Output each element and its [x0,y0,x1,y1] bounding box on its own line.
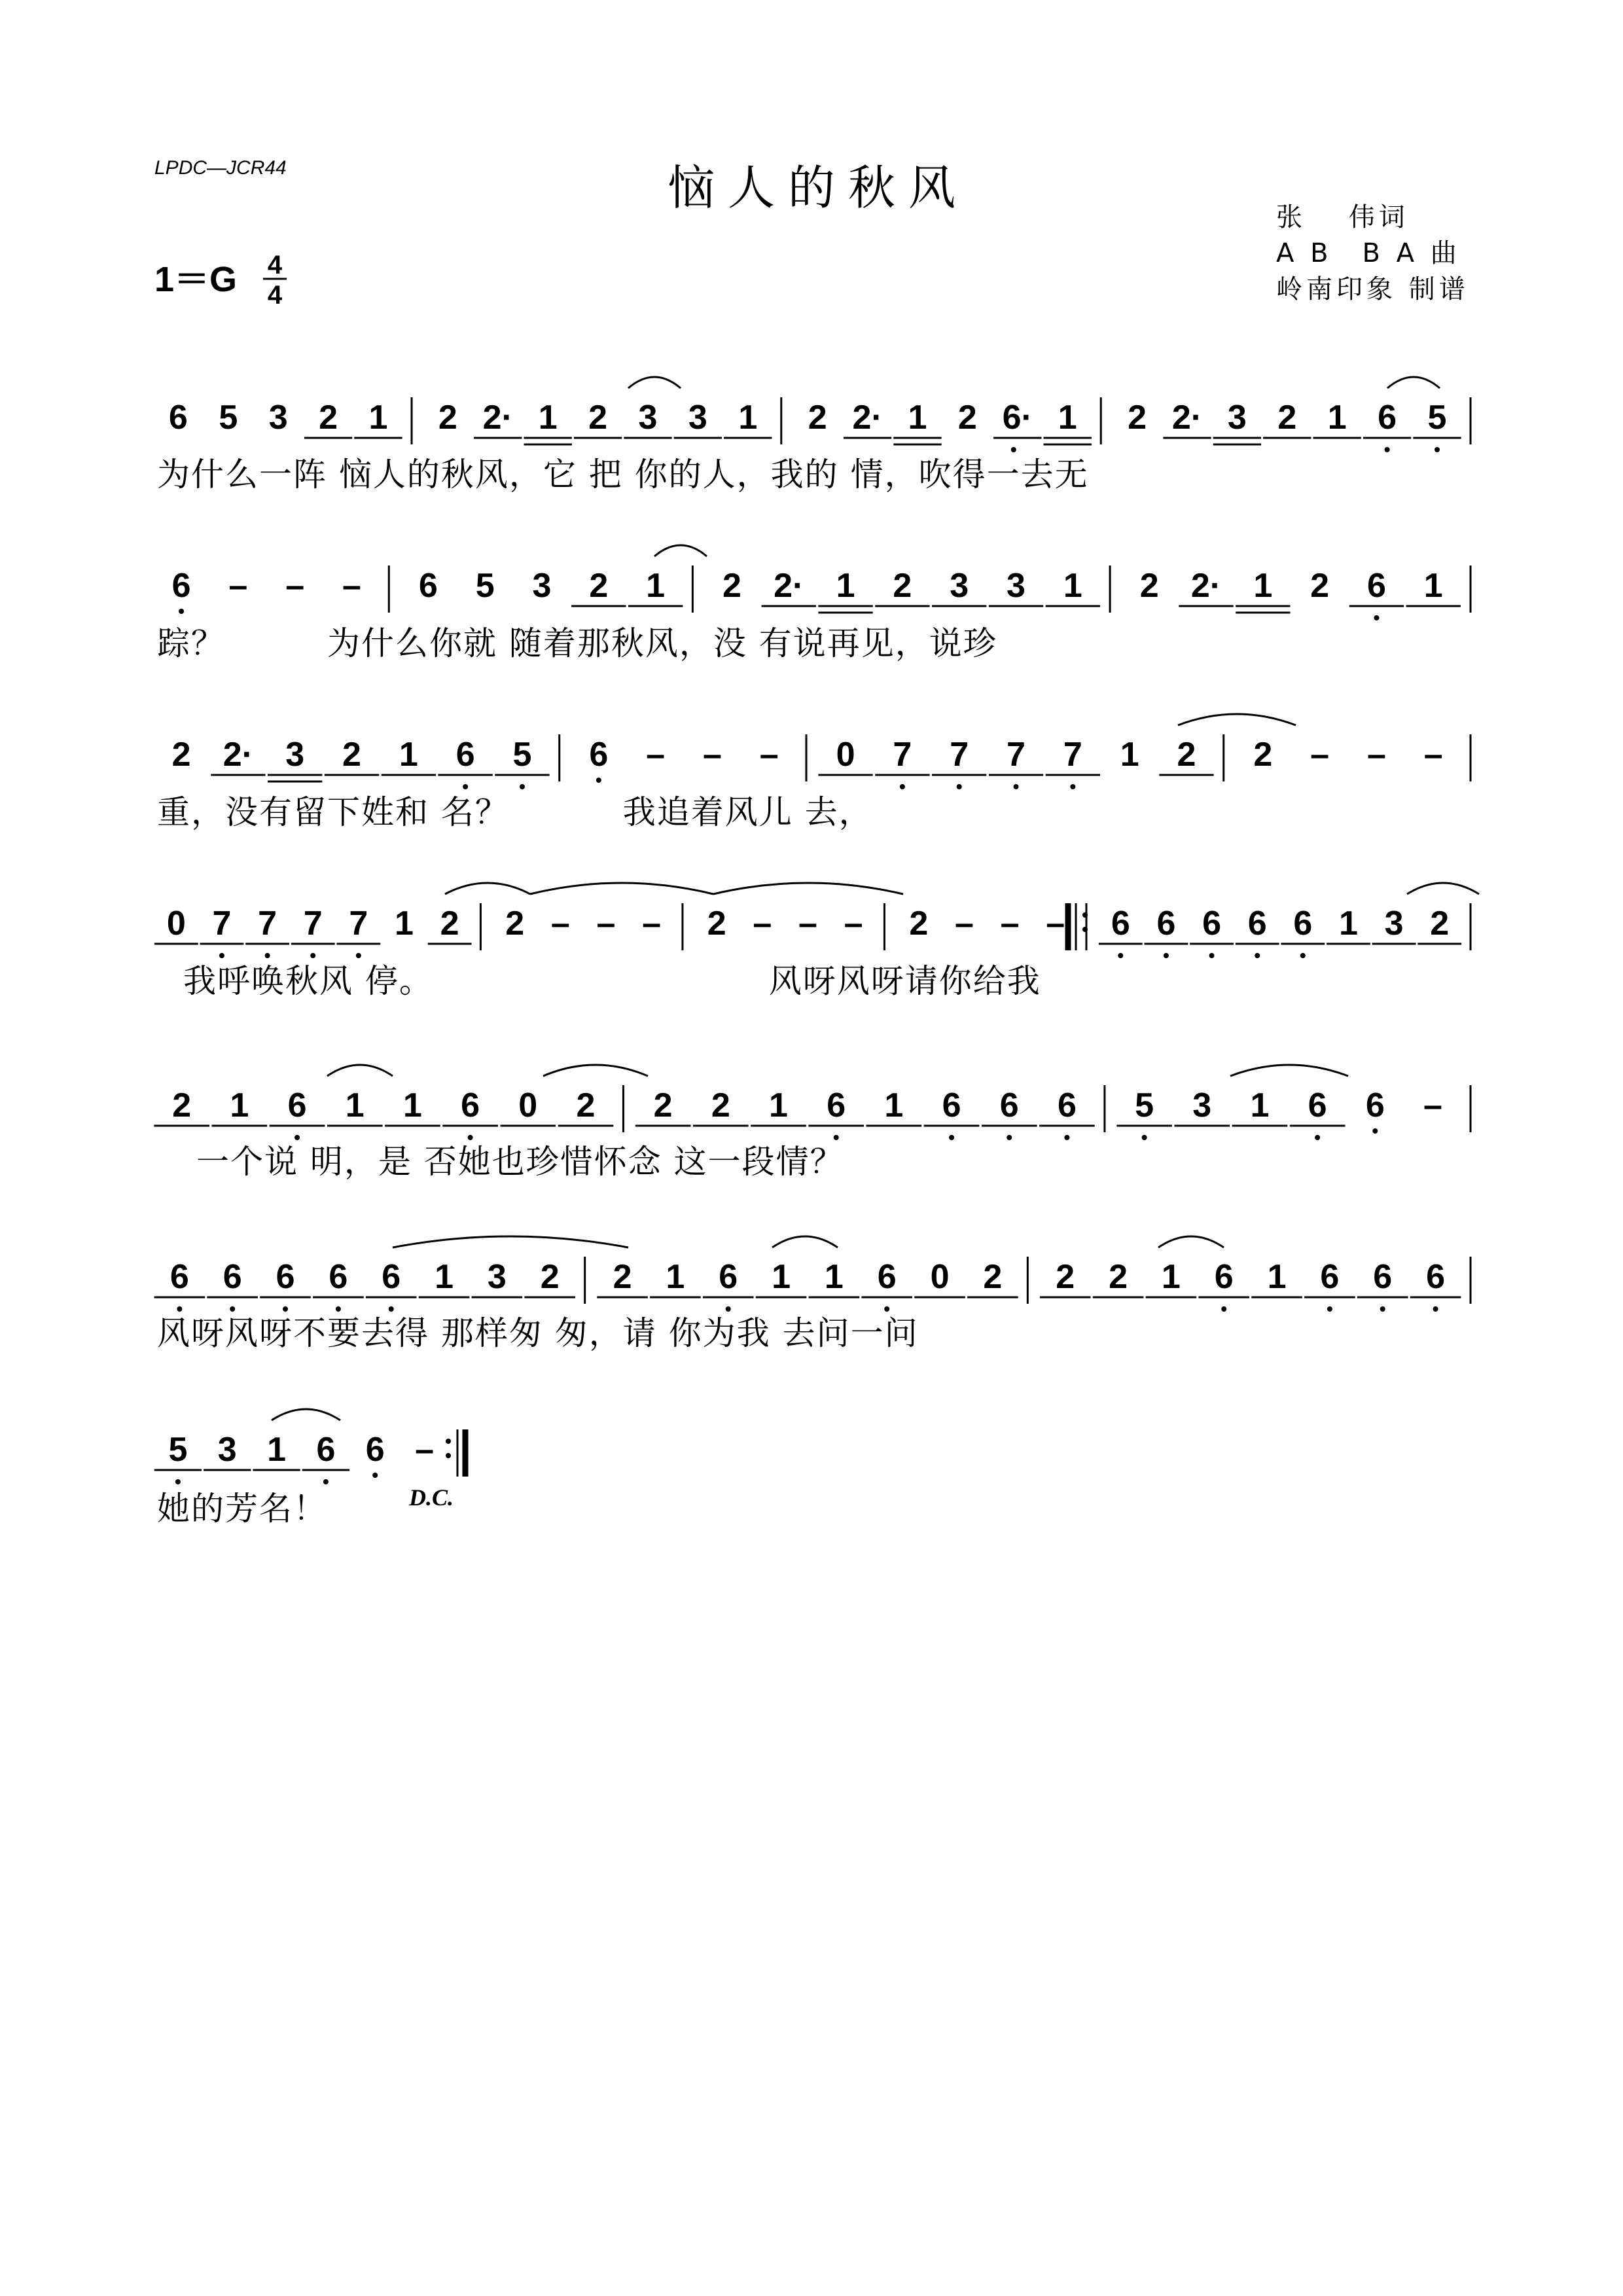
note-1: 1 [738,399,758,437]
lower-octave-dot [1385,447,1390,452]
lower-octave-dot [1372,1128,1378,1134]
lower-octave-dot [179,609,184,614]
note-1: 1 [824,1258,844,1296]
tie-slur [1387,377,1440,388]
tie-slur [272,1409,340,1420]
dash-sustain: – [1423,1086,1442,1124]
note-6: 6 [1373,1258,1393,1296]
note-2: 2 [319,399,338,437]
dash-sustain: – [415,1431,435,1469]
lower-octave-dot [884,1306,889,1312]
note-6: 6 [877,1258,897,1296]
note-1: 1 [368,399,388,437]
lower-octave-dot [1007,1135,1012,1140]
note-2: 2 [505,905,525,942]
note-6: 6 [589,736,609,774]
note-2: 2 [1177,736,1196,774]
lower-octave-dot [949,1135,954,1140]
dash-sustain: – [844,905,863,942]
note-6: 6 [1378,399,1397,437]
note-1: 1 [1338,905,1358,942]
lower-octave-dot [1064,1135,1069,1140]
lower-octave-dot [1433,1306,1438,1312]
lower-octave-dot [1221,1306,1226,1312]
lyric-line-6: 风呀风呀不要去得 那样匆 匆，请 你为我 去问一问 [157,1314,919,1352]
lyric-line-7: 她的芳名！ [157,1490,327,1528]
note-1: 1 [772,1258,791,1296]
note-6: 6 [1426,1258,1446,1296]
lower-octave-dot [1374,615,1379,620]
note-2: 2 [576,1086,596,1124]
note-5: 5 [1135,1086,1154,1124]
dash-sustain: – [1310,736,1330,774]
note-1: 1 [1058,399,1077,437]
note-1: 1 [435,1258,454,1296]
tie-slur [327,1065,393,1076]
note-7: 7 [349,905,368,942]
dash-sustain: – [642,905,662,942]
score-code: LPDC—JCR44 [154,157,287,179]
note-3: 3 [532,567,552,605]
lower-octave-dot [175,1479,181,1484]
lyric-line-1: 为什么一阵 恼人的秋风，它 把 你的人，我的 情，吹得一去无 [157,456,1089,493]
note-6: 6 [418,567,438,605]
note-1: 1 [1253,567,1273,605]
dash-sustain: – [228,567,248,605]
note-6: 6 [461,1086,480,1124]
note-1: 1 [666,1258,685,1296]
note-2: 2 [1056,1258,1075,1296]
note-2-dotted: 2· [852,399,883,437]
tie-slur [713,883,903,894]
note-3: 3 [1227,399,1247,437]
note-1: 1 [646,567,666,605]
note-0: 0 [518,1086,538,1124]
lower-octave-dot [957,784,962,789]
lower-octave-dot [1011,447,1016,452]
note-1: 1 [399,736,418,774]
dash-sustain: – [759,736,779,774]
lyric-line-3: 重，没有留下姓和 名？ 我追着风儿 去， [157,793,873,831]
note-6-dotted: 6· [1002,399,1033,437]
dash-sustain: – [798,905,817,942]
note-2-dotted: 2· [482,399,513,437]
lower-octave-dot [520,784,525,789]
lyric-line-2: 踪？ 为什么你就 随着那秋风，没 有说再见，说珍 [157,624,997,662]
note-3: 3 [217,1431,237,1469]
tie-slur [628,377,681,388]
dash-sustain: – [1366,736,1386,774]
note-1: 1 [908,399,927,437]
lower-octave-dot [336,1306,341,1312]
note-6: 6 [455,736,475,774]
lower-octave-dot [463,784,468,789]
dash-sustain: – [1000,905,1020,942]
lower-octave-dot [283,1306,288,1312]
note-2-dotted: 2· [1190,567,1222,605]
note-1: 1 [402,1086,422,1124]
lower-octave-dot [900,784,905,789]
arranger-credit: 岭南印象 制谱 [1276,274,1469,304]
dash-sustain: – [954,905,974,942]
note-6: 6 [365,1431,385,1469]
tie-slur [1178,714,1296,725]
dash-sustain: – [646,736,666,774]
note-2: 2 [909,905,929,942]
note-7: 7 [1007,736,1026,774]
lower-octave-dot [356,953,361,958]
repeat-dot [446,1439,451,1444]
note-2: 2 [1109,1258,1128,1296]
lower-octave-dot [596,778,601,783]
note-1: 1 [538,399,558,437]
composer-credit: A B B A 曲 [1276,238,1461,268]
note-2-dotted: 2· [774,567,804,605]
note-1: 1 [1327,399,1347,437]
lower-octave-dot [1255,953,1260,958]
lower-octave-dot [323,1479,329,1484]
lower-octave-dot [1070,784,1075,789]
lower-octave-dot [310,953,315,958]
note-1: 1 [1267,1258,1287,1296]
note-1: 1 [1250,1086,1270,1124]
lyricist-credit: 张 伟词 [1276,202,1409,232]
note-7: 7 [1063,736,1082,774]
lower-octave-dot [372,1473,378,1478]
lower-octave-dot [177,1306,182,1312]
note-1: 1 [230,1086,249,1124]
note-1: 1 [1161,1258,1181,1296]
dash-sustain: – [285,567,305,605]
dc-mark: D.C. [409,1484,454,1511]
lyric-line-4: 我呼唤秋风 停。 风呀风呀请你给我 [183,962,1041,1000]
note-7: 7 [893,736,912,774]
tie-slur [530,883,713,894]
lower-octave-dot [294,1135,300,1140]
dash-sustain: – [1423,736,1443,774]
tie-slur [772,1236,838,1247]
dash-sustain: – [702,736,722,774]
note-5: 5 [1427,399,1447,437]
note-2-dotted: 2· [223,736,254,774]
note-6: 6 [1111,905,1130,942]
note-2: 2 [1253,736,1273,774]
note-6: 6 [1365,1086,1385,1124]
repeat-dot [446,1453,451,1458]
note-6: 6 [1247,905,1267,942]
key-signature: 1＝G [154,260,238,299]
note-6: 6 [287,1086,307,1124]
note-6: 6 [316,1431,336,1469]
note-2: 2 [1430,905,1450,942]
note-1: 1 [345,1086,365,1124]
note-6: 6 [382,1258,401,1296]
time-signature-bottom: 4 [267,281,283,310]
lower-octave-dot [1164,953,1169,958]
note-3: 3 [487,1258,507,1296]
note-7: 7 [212,905,232,942]
lower-octave-dot [1315,1135,1320,1140]
note-3: 3 [1384,905,1404,942]
note-1: 1 [267,1431,287,1469]
dash-sustain: – [753,905,772,942]
note-2: 2 [983,1258,1003,1296]
note-2-dotted: 2· [1171,399,1203,437]
note-6: 6 [1202,905,1222,942]
dash-sustain: – [596,905,616,942]
note-2: 2 [613,1258,632,1296]
note-6: 6 [999,1086,1019,1124]
note-2: 2 [1277,399,1297,437]
note-2: 2 [172,1086,192,1124]
tie-slur [654,545,707,556]
note-1: 1 [1120,736,1139,774]
dash-sustain: – [550,905,570,942]
note-2: 2 [711,1086,730,1124]
note-6: 6 [1308,1086,1327,1124]
note-6: 6 [223,1258,242,1296]
lyric-line-5: 一个说 明，是 否她也珍惜怀念 这一段情？ [196,1143,844,1181]
lower-octave-dot [1118,953,1123,958]
note-1: 1 [769,1086,788,1124]
note-6: 6 [827,1086,846,1124]
lower-octave-dot [468,1135,473,1140]
note-1: 1 [884,1086,904,1124]
note-7: 7 [950,736,969,774]
note-6: 6 [1366,567,1386,605]
lower-octave-dot [230,1306,235,1312]
note-2: 2 [1139,567,1159,605]
note-6: 6 [1156,905,1176,942]
lower-octave-dot [1435,447,1440,452]
note-6: 6 [719,1258,738,1296]
lower-octave-dot [265,953,270,958]
note-5: 5 [168,1431,188,1469]
dash-sustain: – [1046,905,1065,942]
note-2: 2 [171,736,191,774]
lower-octave-dot [219,953,224,958]
note-6: 6 [1320,1258,1340,1296]
note-6: 6 [171,567,191,605]
note-2: 2 [589,567,609,605]
tie-slur [1158,1236,1224,1247]
tie-slur [393,1236,628,1247]
note-3: 3 [285,736,305,774]
note-2: 2 [653,1086,673,1124]
note-3: 3 [638,399,658,437]
note-2: 2 [1310,567,1330,605]
lower-octave-dot [389,1306,394,1312]
note-2: 2 [1128,399,1147,437]
dash-sustain: – [342,567,361,605]
lower-octave-dot [1327,1306,1332,1312]
note-3: 3 [950,567,969,605]
lower-octave-dot [1209,953,1215,958]
note-3: 3 [1192,1086,1212,1124]
note-6: 6 [942,1086,961,1124]
note-6: 6 [1214,1258,1234,1296]
lower-octave-dot [726,1306,731,1312]
note-0: 0 [166,905,186,942]
note-2: 2 [893,567,912,605]
note-2: 2 [707,905,726,942]
note-0: 0 [836,736,855,774]
tie-slur [1230,1065,1348,1076]
note-1: 1 [1423,567,1443,605]
tie-slur [1407,883,1479,894]
note-1: 1 [395,905,414,942]
note-5: 5 [219,399,238,437]
note-1: 1 [1063,567,1082,605]
note-0: 0 [930,1258,950,1296]
repeat-dot [1082,912,1088,918]
note-6: 6 [329,1258,348,1296]
note-2: 2 [438,399,457,437]
note-2: 2 [440,905,459,942]
note-6: 6 [169,1258,189,1296]
repeat-dot [1082,927,1088,932]
note-2: 2 [342,736,361,774]
tie-slur [543,1065,648,1076]
note-2: 2 [722,567,741,605]
note-2: 2 [540,1258,560,1296]
lower-octave-dot [1300,953,1306,958]
song-title: 恼人的秋风 [667,160,969,215]
lower-octave-dot [1142,1135,1147,1140]
note-3: 3 [688,399,707,437]
note-2: 2 [588,399,608,437]
note-2: 2 [808,399,827,437]
note-2: 2 [957,399,977,437]
note-6: 6 [1057,1086,1077,1124]
lower-octave-dot [1380,1306,1385,1312]
note-6: 6 [1293,905,1313,942]
note-7: 7 [258,905,277,942]
note-5: 5 [475,567,495,605]
tie-slur [445,883,530,894]
note-6: 6 [168,399,188,437]
note-1: 1 [836,567,855,605]
note-5: 5 [512,736,532,774]
note-7: 7 [303,905,323,942]
note-3: 3 [268,399,288,437]
lower-octave-dot [1014,784,1019,789]
lower-octave-dot [834,1135,839,1140]
time-signature-top: 4 [267,251,283,279]
note-3: 3 [1007,567,1026,605]
note-6: 6 [276,1258,295,1296]
